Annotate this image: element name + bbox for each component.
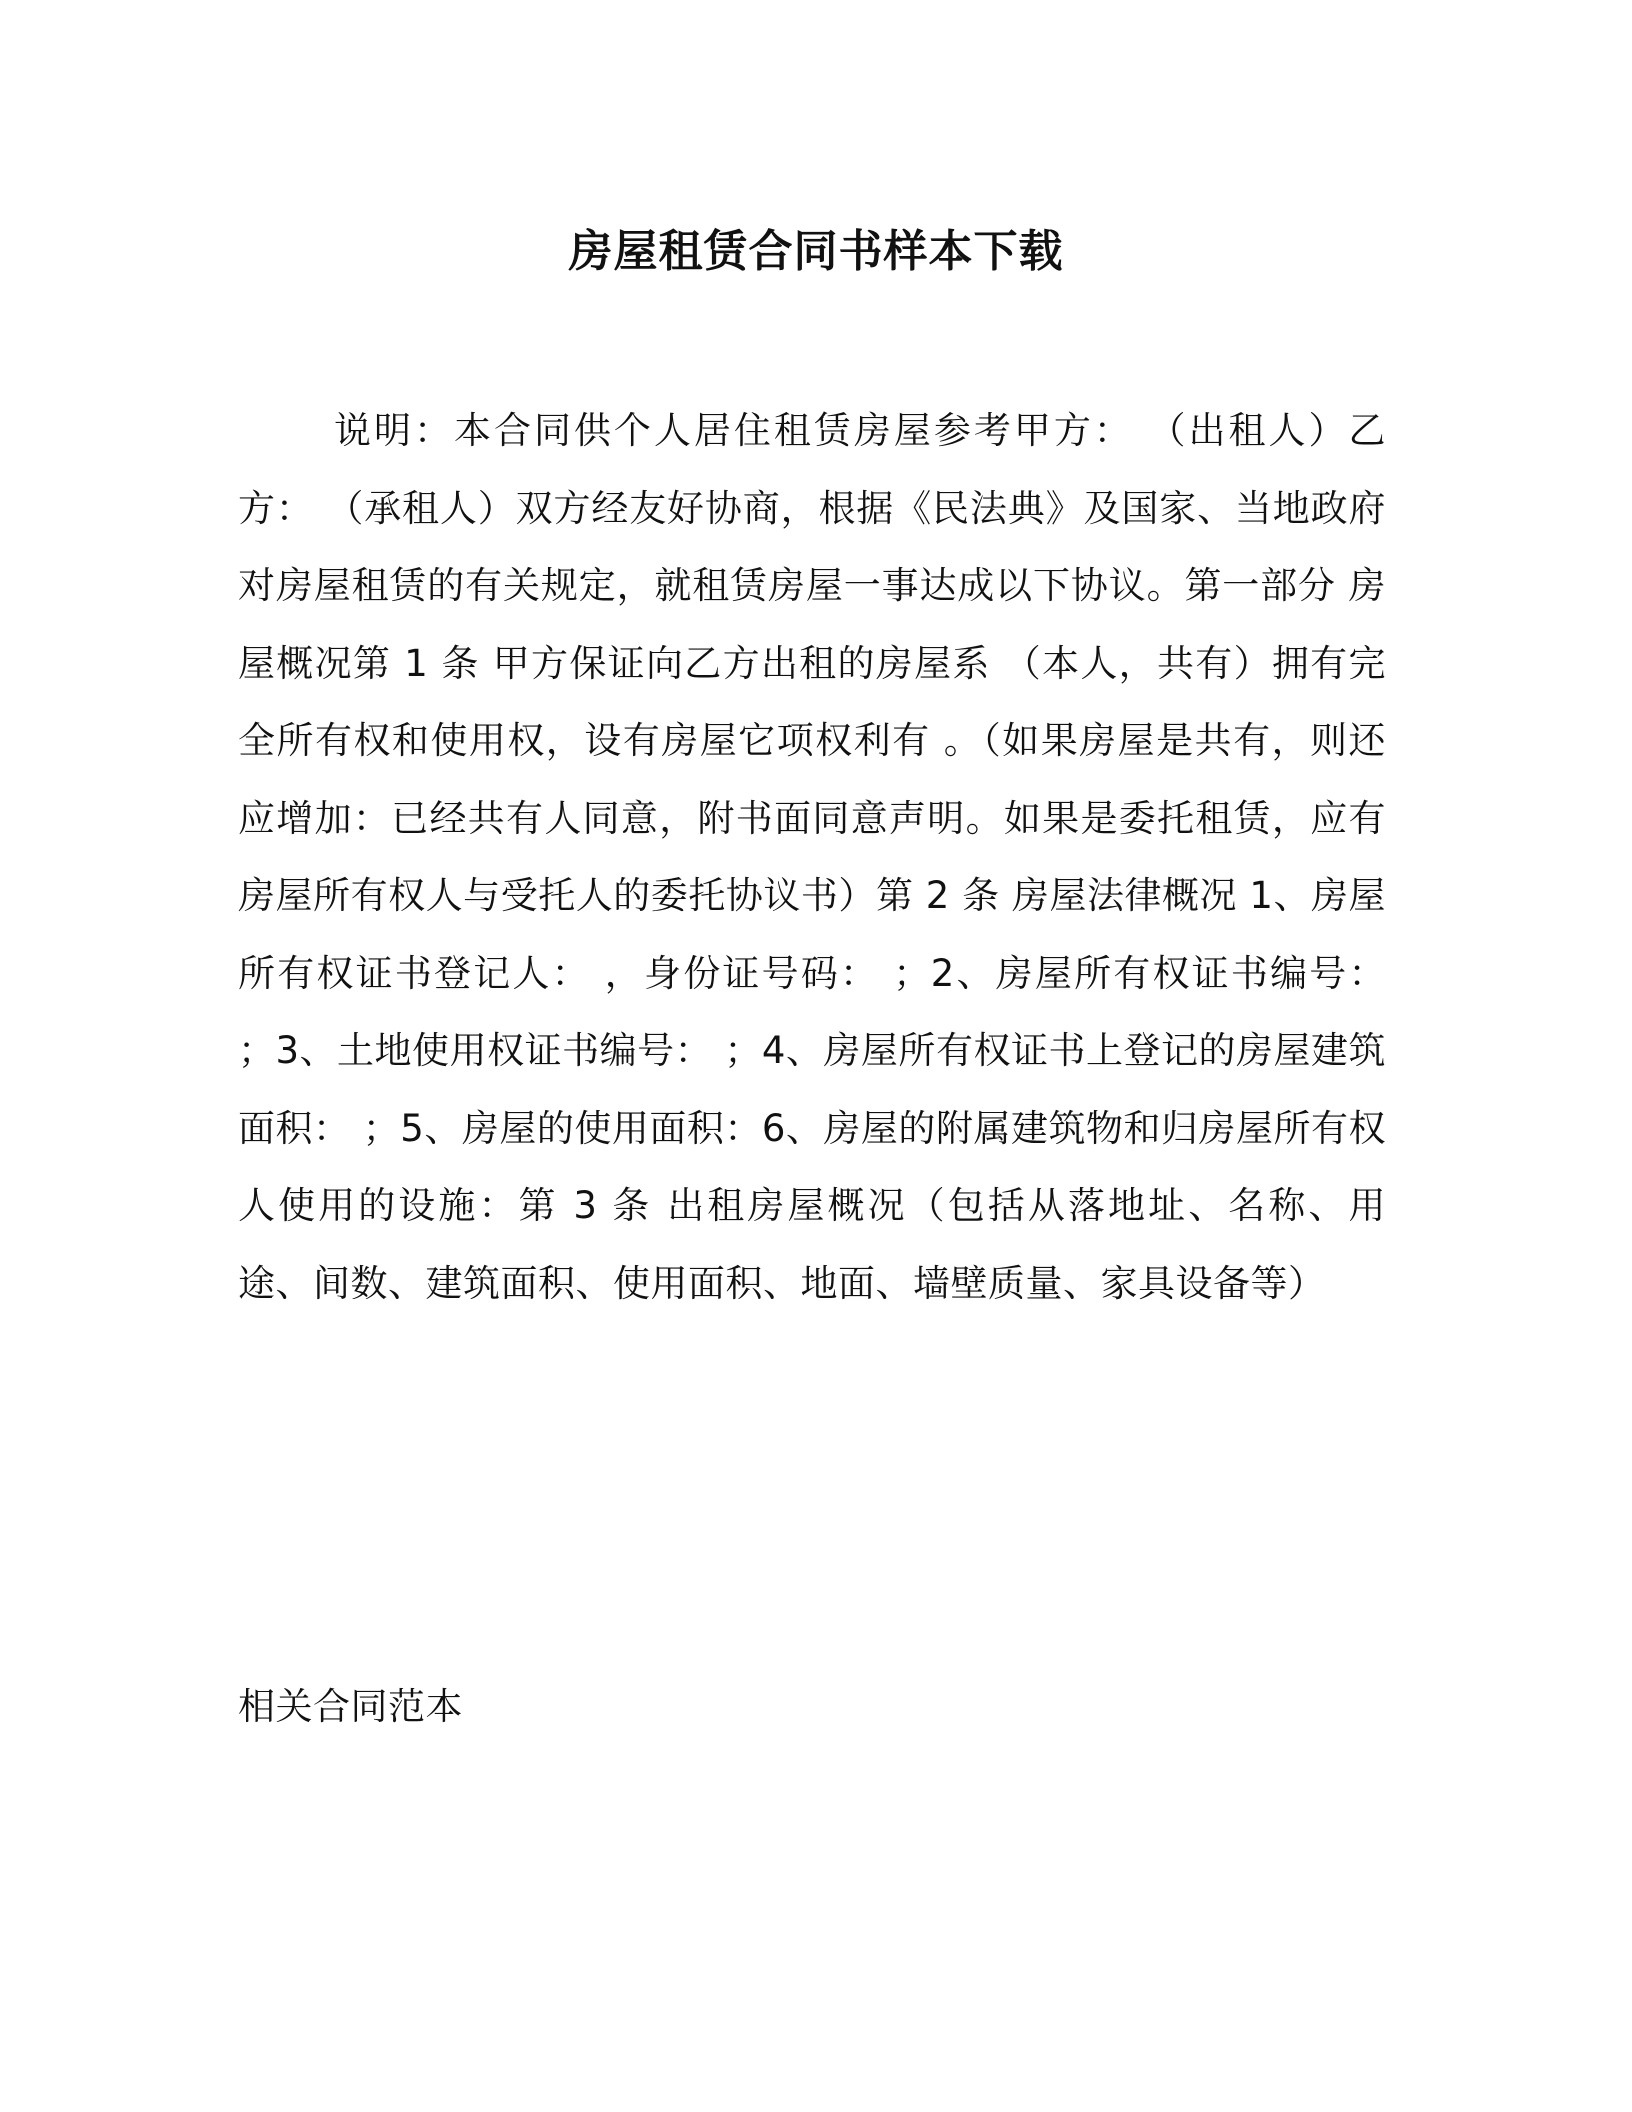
document-title: 房屋租赁合同书样本下载 [568,226,1064,277]
related-contracts-heading: 相关合同范本 [238,1685,463,1728]
document-body-paragraph: 说明：本合同供个人居住租赁房屋参考甲方： （出租人）乙方： （承租人）双方经友好协商，根据《民法典》及国家、当地政府对房屋租赁的有关规定，就租赁房屋一事达成以下协议。第一部分 房屋概况第 1 条 甲方保证向乙方出租的房屋系 （本人，共有）拥有完全所有权和使用权，设有房屋它项权利有 。（如果房屋是共有，则还应增加：已经共有人同意，附书面同意声明。如果是委托租赁，应有房屋所有权人与受托人的委托协议书）第 2 条 房屋法律概况 1、房屋所有权证书登记人： ，身份证号码： ；2、房屋所有权证书编号： ；3、土地使用权证书编号： ；4、房屋所有权证书上登记的房屋建筑面积： ；5、房屋的使用面积：6、房屋的附属建筑物和归房屋所有权人使用的设施：第 3 条 出租房屋概况（包括从落地址、名称、用途、间数、建筑面积、使用面积、地面、墙壁质量、家具设备等） [238,409,1386,1305]
